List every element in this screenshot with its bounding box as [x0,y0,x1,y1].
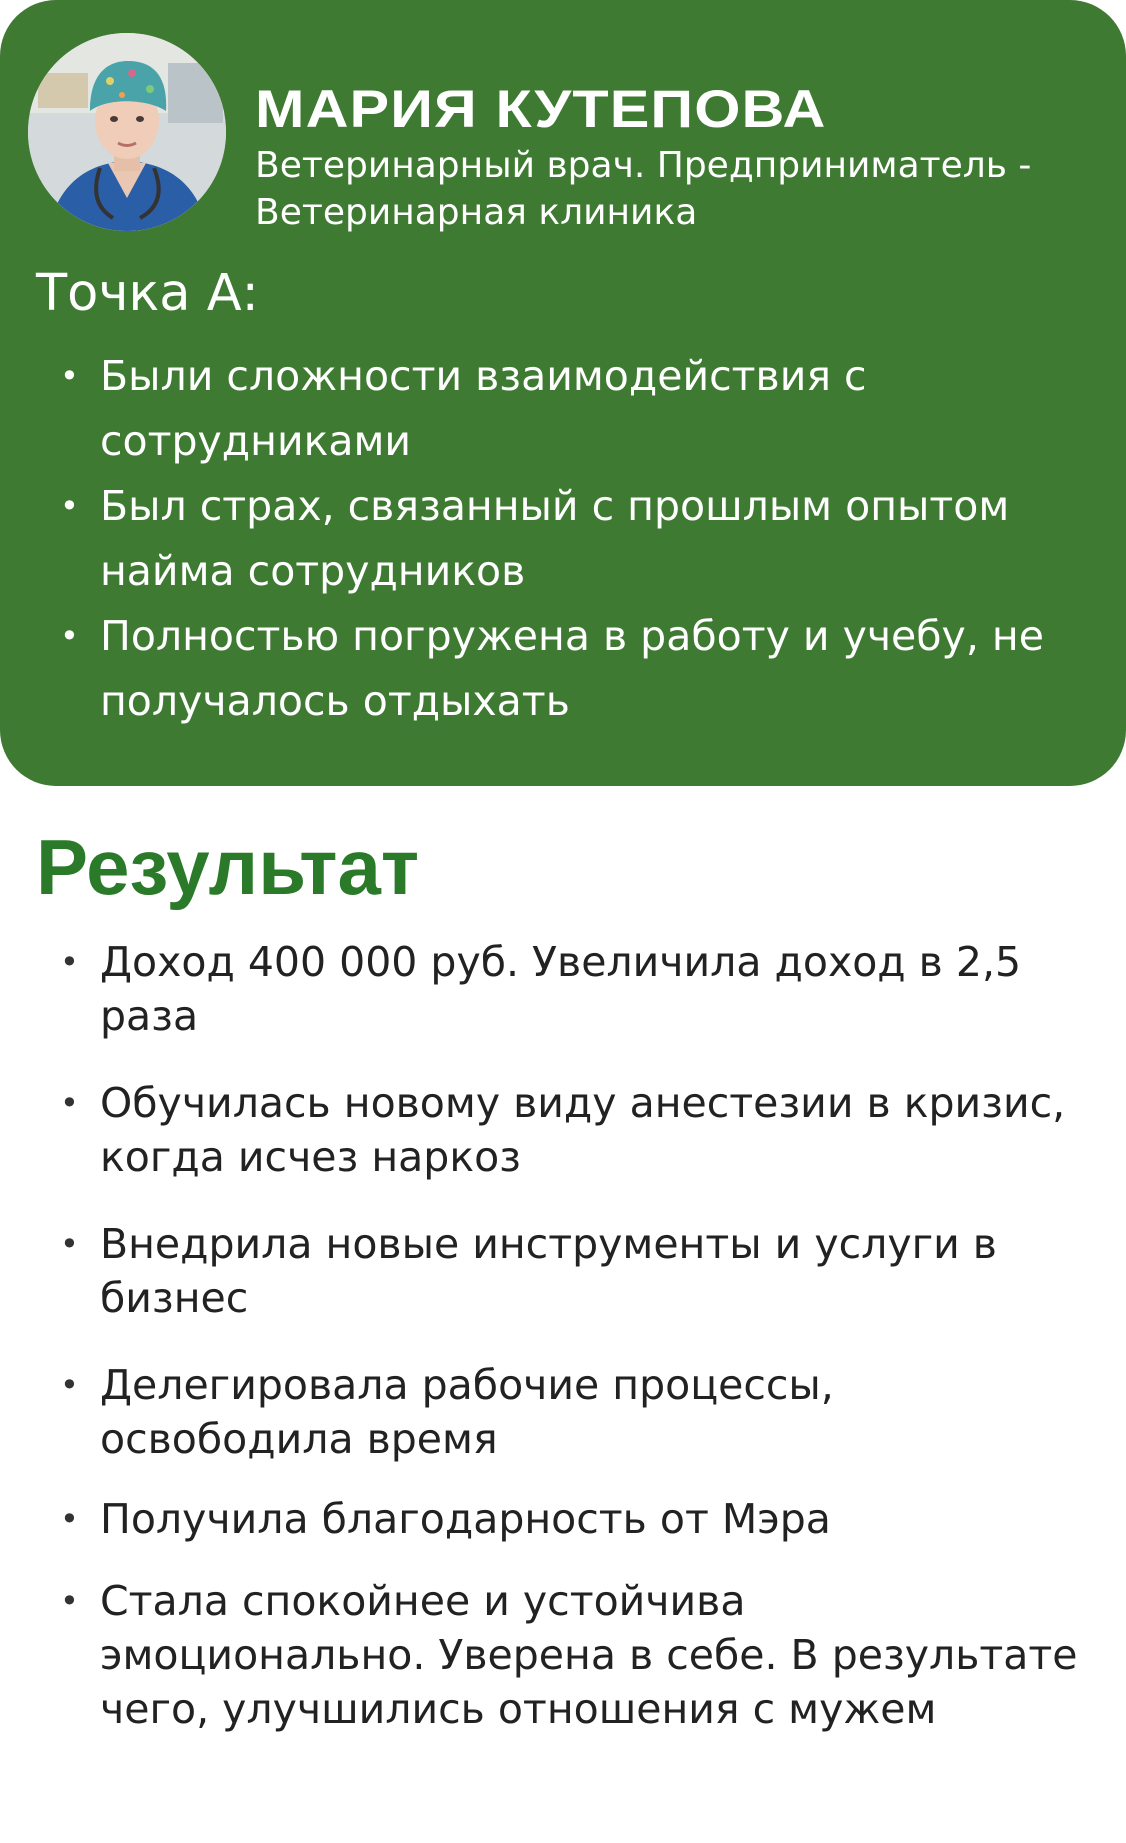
doctor-portrait-image [28,33,226,231]
person-name: МАРИЯ КУТЕПОВА [255,80,827,139]
profile-card [0,0,1126,786]
list-item-text: Доход 400 000 руб. Увеличила доход в 2,5 раза [100,938,1022,1040]
list-item-text: Были сложности взаимодействия с сотрудниками [100,352,867,465]
list-item [60,1358,1080,1466]
list-item [60,935,1080,1043]
bullet-icon: • [60,357,79,395]
point-a-list [60,344,1080,734]
list-item [60,1492,1080,1546]
result-title: Результат [36,823,420,911]
bullet-icon: • [60,1225,79,1263]
result-list [60,935,1080,1769]
bullet-icon: • [60,1084,79,1122]
list-item [60,1217,1080,1325]
bullet-icon: • [60,943,79,981]
list-item-text: Внедрила новые инструменты и услуги в бизнес [100,1220,997,1322]
list-item-text: Делегировала рабочие процессы, освободила время [100,1361,834,1463]
bullet-icon: • [60,487,79,525]
bullet-icon: • [60,1366,79,1404]
bullet-icon: • [60,1582,79,1620]
list-item [60,604,1080,734]
list-item [60,1076,1080,1184]
list-item-text: Обучилась новому виду анестезии в кризис, когда исчез наркоз [100,1079,1066,1181]
avatar [28,33,226,231]
point-a-title: Точка А: [36,264,259,323]
list-item-text: Был страх, связанный с прошлым опытом найма сотрудников [100,482,1010,595]
person-role: Ветеринарный врач. Предприниматель - Ветеринарная клиника [255,145,1032,233]
list-item [60,1574,1080,1736]
bullet-icon: • [60,1500,79,1538]
list-item [60,344,1080,474]
list-item-text: Полностью погружена в работу и учебу, не получалось отдыхать [100,612,1044,725]
bullet-icon: • [60,617,79,655]
list-item-text: Стала спокойнее и устойчива эмоционально. Уверена в себе. В результате чего, улучшились отношения с мужем [100,1577,1078,1733]
list-item [60,474,1080,604]
list-item-text: Получила благодарность от Мэра [100,1495,831,1543]
